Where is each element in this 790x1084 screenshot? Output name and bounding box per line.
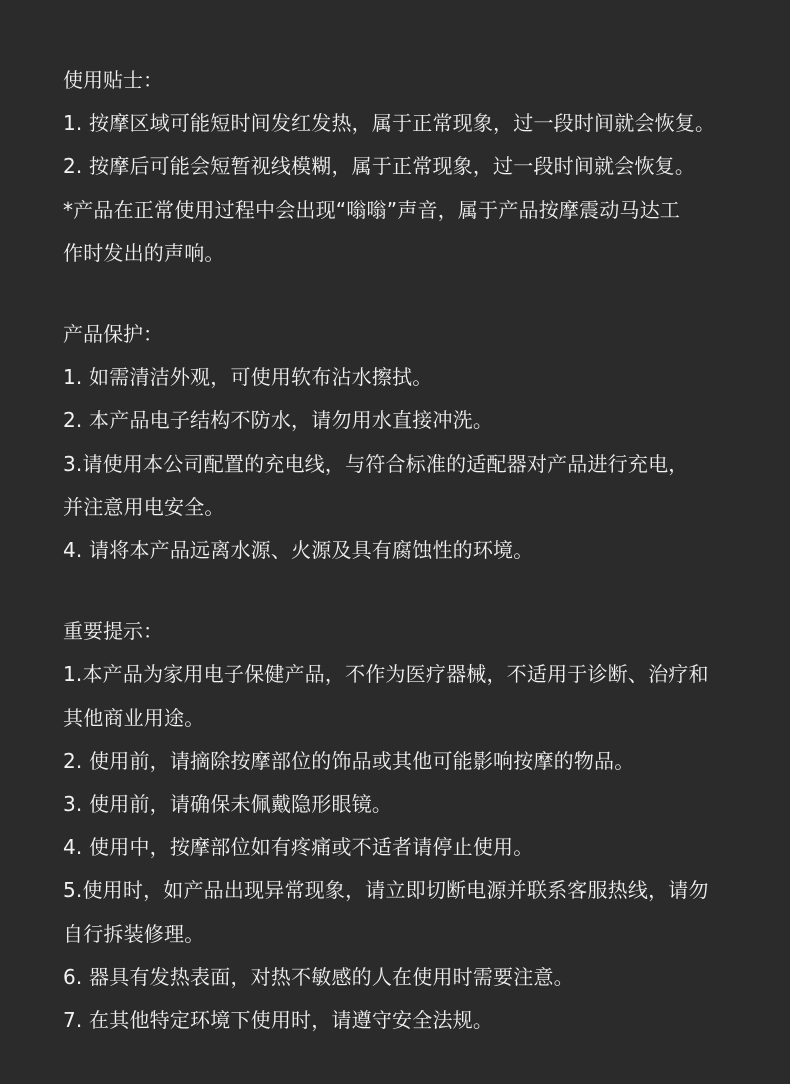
list-item: 4. 请将本产品远离水源、火源及具有腐蚀性的环境。 xyxy=(63,538,534,563)
list-item: 7. 在其他特定环境下使用时，请遵守安全法规。 xyxy=(63,1008,494,1033)
important-notes-section xyxy=(63,610,750,1042)
list-item: 其他商业用途。 xyxy=(63,705,205,730)
list-item: 2. 使用前，请摘除按摩部位的饰品或其他可能影响按摩的物品。 xyxy=(63,748,635,773)
list-item: *产品在正常使用过程中会出现“嗡嗡”声音，属于产品按摩震动马达工 xyxy=(63,197,681,222)
list-item: 3.请使用本公司配置的充电线，与符合标准的适配器对产品进行充电， xyxy=(63,451,689,476)
section-heading: 重要提示： xyxy=(63,619,163,644)
list-item: 作时发出的声响。 xyxy=(63,240,225,265)
section-heading: 产品保护： xyxy=(63,322,163,347)
product-protection-section xyxy=(63,313,750,572)
list-item: 4. 使用中，按摩部位如有疼痛或不适者请停止使用。 xyxy=(63,835,534,860)
section-heading: 使用贴士： xyxy=(63,68,163,92)
list-item: 3. 使用前，请确保未佩戴隐形眼镜。 xyxy=(63,792,393,817)
list-item: 2. 本产品电子结构不防水，请勿用水直接冲洗。 xyxy=(63,408,494,433)
list-item: 6. 器具有发热表面，对热不敏感的人在使用时需要注意。 xyxy=(63,964,574,989)
list-item: 1. 按摩区域可能短时间发红发热，属于正常现象，过一段时间就会恢复。 xyxy=(63,111,716,136)
list-item: 2. 按摩后可能会短暂视线模糊，属于正常现象，过一段时间就会恢复。 xyxy=(63,154,696,179)
usage-tips-section xyxy=(63,59,750,275)
list-item: 1. 如需清洁外观，可使用软布沾水擦拭。 xyxy=(63,365,433,390)
list-item: 自行拆装修理。 xyxy=(63,921,205,946)
list-item: 1.本产品为家用电子保健产品，不作为医疗器械，不适用于诊断、治疗和 xyxy=(63,662,709,687)
list-item: 并注意用电安全。 xyxy=(63,494,225,519)
list-item: 5.使用时，如产品出现异常现象，请立即切断电源并联系客服热线，请勿 xyxy=(63,878,709,903)
